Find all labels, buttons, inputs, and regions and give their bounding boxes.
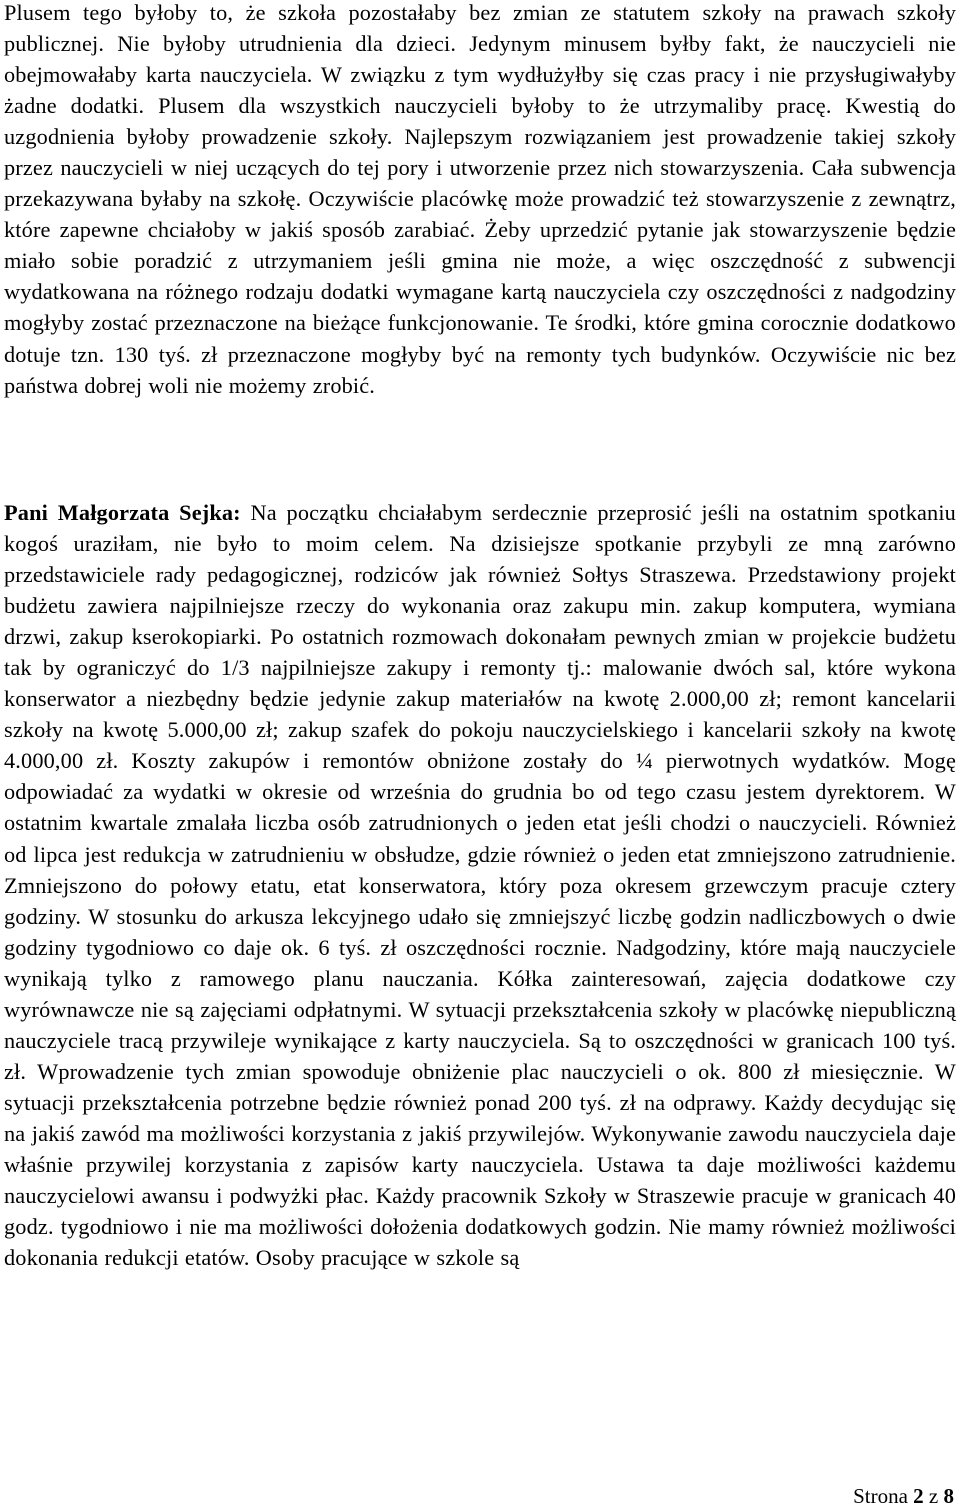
total-page-number: 8: [943, 1484, 954, 1508]
page-number-footer: [853, 1483, 954, 1509]
current-page-number: 2: [913, 1484, 924, 1508]
paragraph-school-conversion: [4, 0, 956, 401]
page-separator: z: [928, 1484, 939, 1508]
paragraph-malgorzata-sejka: [4, 497, 956, 1273]
paragraph-text: Na początku chciałabym serdecznie przeprosić jeśli na ostatnim spotkaniu kogoś uraziłam, nie było to moim celem. Na dzisiejsze spotkanie przybyli ze mną zarówno przedstawiciele rady pedagogicznej, rodziców jak również Sołtys Straszewa. Przedstawiony projekt budżetu zawiera najpilniejsze rzeczy do wykonania oraz zakupu min. zakup komputera, wymiana drzwi, zakup kserokopiarki. Po ostatnich rozmowach dokonałam pewnych zmian w projekcie budżetu tak by ograniczyć do 1/3 najpilniejsze zakupy i remonty tj.: malowanie dwóch sal, które wykona konserwator a niezbędny będzie jedynie zakup materiałów na kwotę 2.000,00 zł; remont kancelarii szkoły na kwotę 5.000,00 zł; zakup szafek do pokoju nauczycielskiego i kancelarii szkoły na kwotę 4.000,00 zł. Koszty zakupów i remontów obniżone zostały do ¼ pierwotnych wydatków. Mogę odpowiadać za wydatki w okresie od września do grudnia bo od tego czasu jestem dyrektorem. W ostatnim kwartale zmalała liczba osób zatrudnionych o jeden etat jeśli chodzi o nauczycieli. Również od lipca jest redukcja w zatrudnieniu w obsłudze, gdzie również o jeden etat zmniejszono zatrudnienie. Zmniejszono do połowy etatu, etat konserwatora, który poza okresem grzewczym pracuje cztery godziny. W stosunku do arkusza lekcyjnego udało się zmniejszyć liczbę godzin nadliczbowych o dwie godziny tygodniowo co daje ok. 6 tyś. zł oszczędności rocznie. Nadgodziny, które mają nauczyciele wynikają tylko z ramowego planu nauczania. Kółka zainteresowań, zajęcia dodatkowe czy wyrównawcze nie są zajęciami odpłatnymi. W sytuacji przekształcenia szkoły w placówkę niepubliczną nauczyciele tracą przywileje wynikające z karty nauczyciela. Są to oszczędności w granicach 100 tyś. zł. Wprowadzenie tych zmian spowoduje obniżenie plac nauczycieli o ok. 800 zł miesięcznie. W sytuacji przekształcenia potrzebne będzie również ponad 200 tyś. zł na odprawy. Każdy decydując się na jakiś zawód ma możliwości korzystania z jakiś przywilejów. Wykonywanie zawodu nauczyciela daje właśnie przywilej korzystania z zapisów karty nauczyciela. Ustawa ta daje możliwości każdemu nauczycielowi awansu i podwyżki płac. Każdy pracownik Szkoły w Straszewie pracuje w granicach 40 godz. tygodniowo i nie ma możliwości dołożenia dodatkowych godzin. Nie mamy również możliwości dokonania redukcji etatów. Osoby pracujące w szkole są: [4, 500, 956, 1271]
paragraph-text: Plusem tego byłoby to, że szkoła pozostałaby bez zmian ze statutem szkoły na prawach szkoły publicznej. Nie byłoby utrudnienia dla dzieci. Jedynym minusem byłby fakt, że nauczycieli nie obejmowałaby karta nauczyciela. W związku z tym wydłużyłby się czas pracy i nie przysługiwałyby żadne dodatki. Plusem dla wszystkich nauczycieli byłoby to że utrzymaliby pracę. Kwestią do uzgodnienia byłoby prowadzenie szkoły. Najlepszym rozwiązaniem jest prowadzenie takiej szkoły przez nauczycieli w niej uczących do tej pory i utworzenie przez nich stowarzyszenia. Cała subwencja przekazywana byłaby na szkołę. Oczywiście placówkę może prowadzić też stowarzyszenie z zewnątrz, które zapewne chciałoby w jakiś sposób zarabiać. Żeby uprzedzić pytanie jak stowarzyszenie będzie miało sobie poradzić z utrzymaniem jeśli gmina nie może, a więc oszczędność z subwencji wydatkowana na różnego rodzaju dodatki wymagane kartą nauczyciela czy oszczędności z nadgodziny mogłyby zostać przeznaczone na bieżące funkcjonowanie. Te środki, które gmina corocznie dodatkowo dotuje tzn. 130 tyś. zł przeznaczone mogłyby być na remonty tych budynków. Oczywiście nic bez państwa dobrej woli nie możemy zrobić.: [4, 0, 956, 398]
speaker-name: Pani Małgorzata Sejka:: [4, 500, 241, 525]
page-label: Strona: [853, 1484, 908, 1508]
